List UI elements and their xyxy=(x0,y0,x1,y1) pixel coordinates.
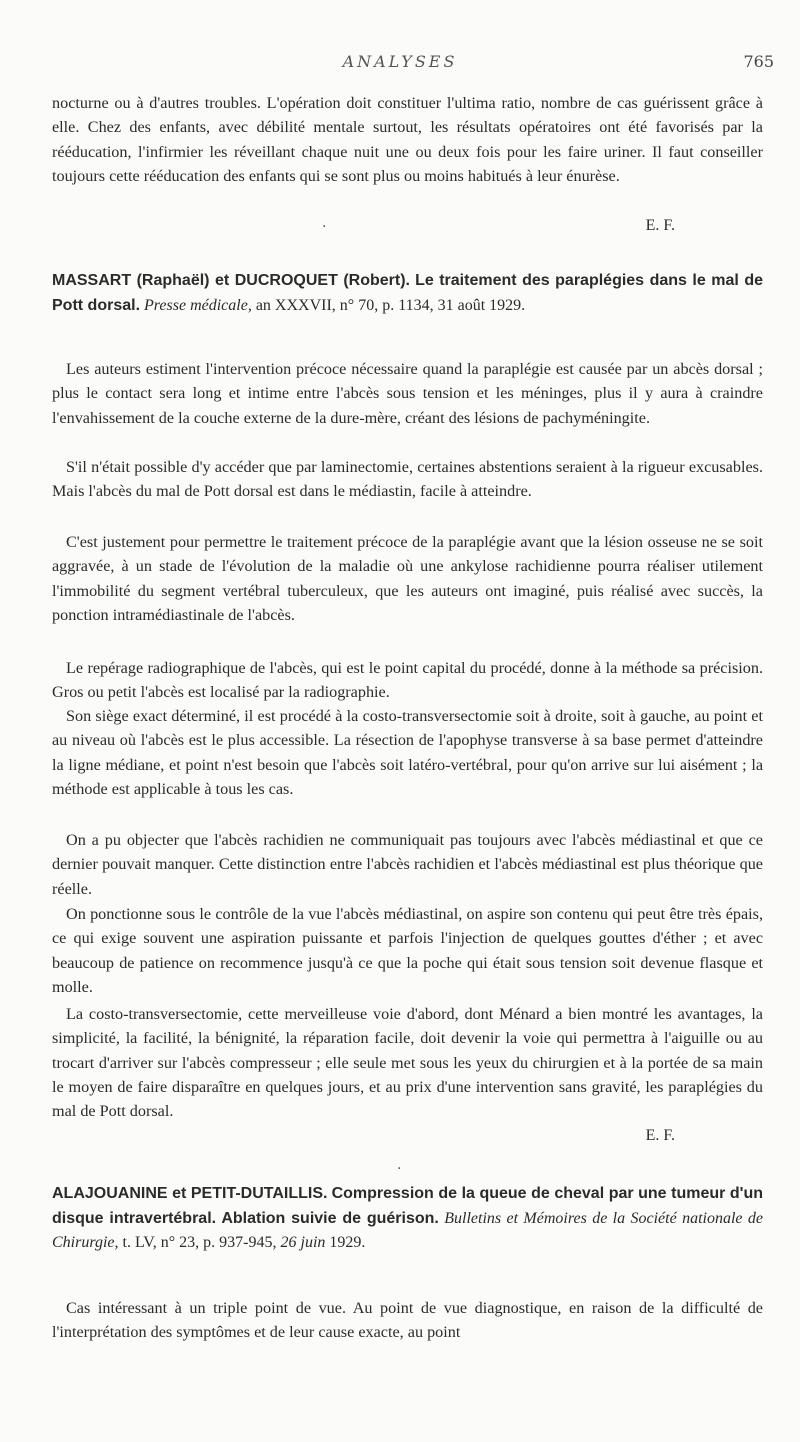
signature: E. F. xyxy=(645,1127,675,1144)
stray-dot: . xyxy=(397,1157,402,1173)
paragraph: Cas intéressant à un triple point de vue. Au point de vue diagnostique, en raison de la difficulté de l'interprétation des symptômes et de leur cause exacte, au point xyxy=(52,1299,763,1342)
paragraph: Le repérage radiographique de l'abcès, qui est le point capital du procédé, donne à la méthode sa précision. Gros ou petit l'abcès est localisé par la radiographie. xyxy=(52,659,763,702)
paragraph: Son siège exact déterminé, il est procédé à la costo-transversectomie soit à droite, soit à gauche, au point et au niveau où l'abcès est le plus accessible. La résection de l'apophyse transverse à sa base permet d'atteindre la ligne médiane, et point n'est besoin que l'abcès soit latéro-vertébral, pour qu'on arrive sur lui aisément ; la méthode est applicable à tous les cas. xyxy=(52,707,763,798)
entry-reference: t. LV, n° 23, p. 937-945, xyxy=(122,1234,277,1251)
paragraph: La costo-transversectomie, cette merveilleuse voie d'abord, dont Ménard a bien montré les avantages, la simplicité, la facilité, la bénignité, la réparation facile, doit devenir la voie qui permettra à l'aiguille ou au trocart d'arriver sur l'abcès compresseur ; elle seule met sous les yeux du chirurgien et à la portée de sa main le moyen de faire disparaître en quelques jours, et au prix d'une intervention sans gravité, les paraplégies du mal de Pott dorsal. xyxy=(52,1005,763,1121)
entry-heading-massart xyxy=(52,269,763,318)
entry-reference: an XXXVII, n° 70, p. 1134, 31 août 1929. xyxy=(255,296,526,314)
signature: E. F. xyxy=(645,217,675,234)
paragraph: Les auteurs estiment l'intervention précoce nécessaire quand la paraplégie est causée par un abcès dorsal ; plus le contact sera long et intime entre l'abcès sous tension et les méninges, plus il y aura à craindre l'envahissement de la couche externe de la dure-mère, créant des lésions de pachyméningite. xyxy=(52,360,763,427)
stray-dot: . xyxy=(322,215,327,231)
running-title: ANALYSES xyxy=(342,52,458,71)
entry-authors: ALAJOUANINE et PETIT-DUTAILLIS. xyxy=(52,1185,328,1202)
entry-authors: MASSART (Raphaël) et DUCROQUET (Robert). xyxy=(52,272,410,289)
entry-year: 1929. xyxy=(329,1234,366,1251)
entry-title: Le traitement des paraplégies dans le mal de Pott dorsal. xyxy=(52,272,764,314)
paragraph: On ponctionne sous le contrôle de la vue l'abcès médiastinal, on aspire son contenu qui peut être très épais, ce qui exige souvent une aspiration puissante et parfois l'injection de quelques gouttes d'éther ; et avec beaucoup de patience on recommence jusqu'à ce que la poche qui était sous tension soit devenue flasque et molle. xyxy=(52,905,763,996)
entry-title: Compression de la queue de cheval par une tumeur d'un disque intravertébral. Ablation suivie de guérison. xyxy=(52,1185,764,1227)
entry-date: 26 juin xyxy=(280,1234,326,1251)
page-header xyxy=(0,52,800,76)
entry-journal: Presse médicale, xyxy=(144,296,252,314)
page-number: 765 xyxy=(743,52,774,71)
paragraph: S'il n'était possible d'y accéder que par laminectomie, certaines abstentions seraient à la rigueur excusables. Mais l'abcès du mal de Pott dorsal est dans le médiastin, facile à atteindre. xyxy=(52,458,763,501)
entry-journal: Bulletins et Mémoires de la Société nationale de Chirurgie, xyxy=(52,1209,764,1251)
paragraph-continuation: nocturne ou à d'autres troubles. L'opération doit constituer l'ultima ratio, nombre de cas guérissent grâce à elle. Chez des enfants, avec débilité mentale surtout, les résultats opératoires ont été favorisés par la rééducation, l'infirmier les réveillant chaque nuit une ou deux fois pour les faire uriner. Il faut conseiller toujours cette rééducation des enfants qui se sont plus ou moins habitués à leur énurèse. xyxy=(52,94,763,185)
paragraph: C'est justement pour permettre le traitement précoce de la paraplégie avant que la lésion osseuse ne se soit aggravée, à un stade de l'évolution de la maladie où une ankylose rachidienne pourra réaliser utilement l'immobilité du segment vertébral tuberculeux, que les auteurs ont imaginé, puis réalisé avec succès, la ponction intramédiastinale de l'abcès. xyxy=(52,533,763,624)
paragraph: On a pu objecter que l'abcès rachidien ne communiquait pas toujours avec l'abcès médiastinal et que ce dernier pouvait manquer. Cette distinction entre l'abcès rachidien et l'abcès médiastinal est plus théorique que réelle. xyxy=(52,831,763,898)
entry-heading-alajouanine xyxy=(52,1182,763,1256)
